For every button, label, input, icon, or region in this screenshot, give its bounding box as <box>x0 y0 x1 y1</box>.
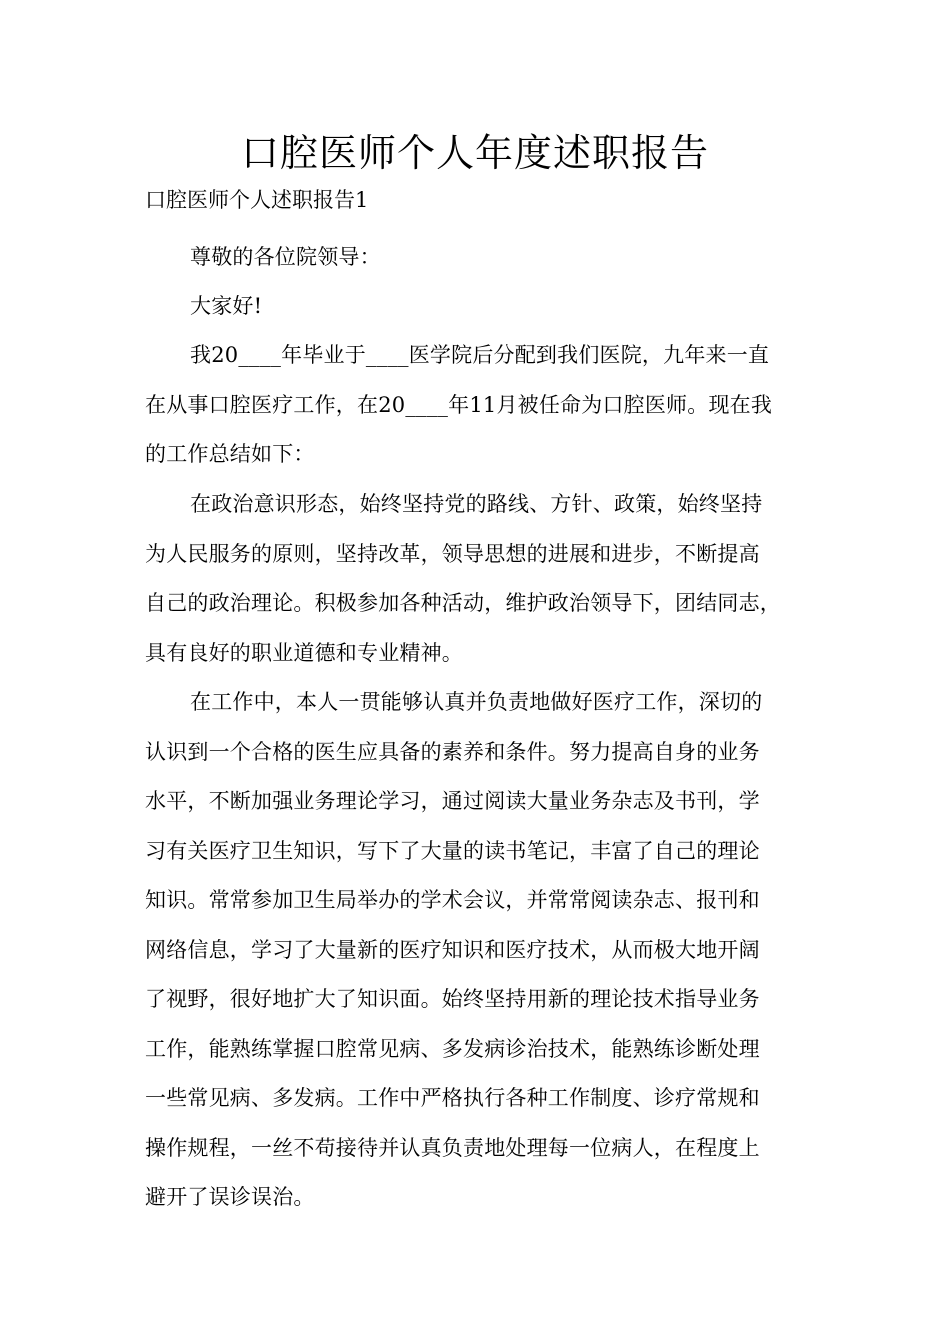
paragraph-line: 的工作总结如下： <box>145 442 315 466</box>
salutation-line <box>145 282 825 332</box>
paragraph-line: 了视野，很好地扩大了知识面。始终坚持用新的理论技术指导业务 <box>145 987 760 1011</box>
paragraph-line: 具有良好的职业道德和专业精神。 <box>145 640 463 665</box>
paragraph-line: 一些常见病、多发病。工作中严格执行各种工作制度、诊疗常规和 <box>145 1086 760 1110</box>
paragraph-line: 自己的政治理论。积极参加各种活动，维护政治领导下，团结同志， <box>145 591 781 615</box>
greeting-line <box>145 233 825 283</box>
paragraph-line: 水平，不断加强业务理论学习，通过阅读大量业务杂志及书刊，学 <box>145 789 760 813</box>
paragraph-line: 在工作中，本人一贯能够认真并负责地做好医疗工作，深切的 <box>190 690 763 714</box>
paragraph-line: 避开了误诊误治。 <box>145 1185 315 1209</box>
report-subtitle: 口腔医师个人述职报告1 <box>145 188 369 212</box>
paragraph-line: 为人民服务的原则，坚持改革，领导思想的进展和进步，不断提高 <box>145 541 760 566</box>
paragraph-line: 习有关医疗卫生知识，写下了大量的读书笔记，丰富了自己的理论 <box>145 838 760 863</box>
paragraph-politics <box>145 480 825 678</box>
paragraph-line: 我20____年毕业于____医学院后分配到我们医院，九年来一直 <box>190 343 770 367</box>
greeting-text: 尊敬的各位院领导： <box>190 245 381 269</box>
paragraph-line: 网络信息，学习了大量新的医疗知识和医疗技术，从而极大地开阔 <box>145 937 760 962</box>
paragraph-line: 操作规程，一丝不苟接待并认真负责地处理每一位病人，在程度上 <box>145 1135 760 1160</box>
paragraph-line: 认识到一个合格的医生应具备的素养和条件。努力提高自身的业务 <box>145 739 760 764</box>
paragraph-intro <box>145 331 825 480</box>
paragraph-line: 在从事口腔医疗工作，在20____年11月被任命为口腔医师。现在我 <box>145 392 773 417</box>
paragraph-work <box>145 678 825 1223</box>
paragraph-line: 知识。常常参加卫生局举办的学术会议，并常常阅读杂志、报刊和 <box>145 888 760 912</box>
paragraph-line: 工作，能熟练掌握口腔常见病、多发病诊治技术，能熟练诊断处理 <box>145 1036 760 1061</box>
paragraph-line: 在政治意识形态，始终坚持党的路线、方针、政策，始终坚持 <box>190 492 763 516</box>
document-title: 口腔医师个人年度述职报告 <box>240 131 709 175</box>
salutation-text: 大家好! <box>190 294 263 318</box>
